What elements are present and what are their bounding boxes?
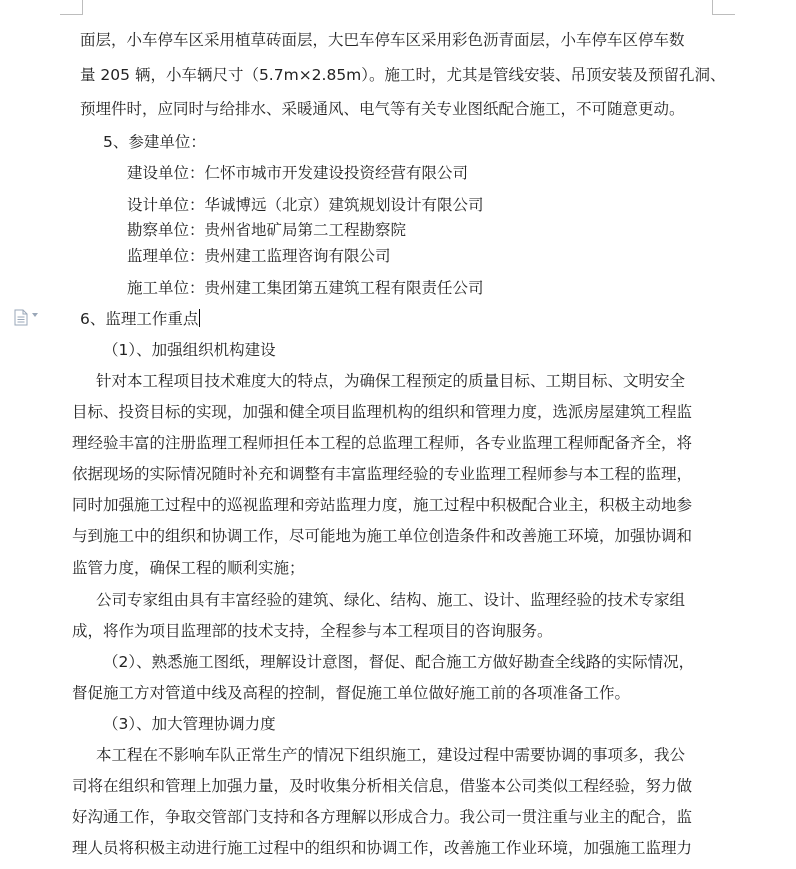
text-line: 量 205 辆，小车辆尺寸（5.7m×2.85m）。施工时，尤其是管线安装、吊顶安装及预留孔洞、 [80,66,726,84]
subsection-3-heading: （3）、加大管理协调力度 [103,715,276,733]
text-line: 面层，小车停车区采用植草砖面层，大巴车停车区采用彩色沥青面层，小车停车区停车数 [80,31,685,49]
text-line: 依据现场的实际情况随时补充和调整有丰富监理经验的专业监理工程师参与本工程的监理， [72,465,693,483]
text-line: 公司专家组由具有丰富经验的建筑、绿化、结构、施工、设计、监理经验的技术专家组 [96,591,686,609]
section-6-heading-text: 6、监理工作重点 [80,310,199,328]
page-corner-mark-right [712,0,735,15]
chevron-down-icon[interactable] [32,313,38,317]
participant-unit-line: 建设单位：仁怀市城市开发建设投资经营有限公司 [127,164,469,182]
text-line: 预埋件时，应同时与给排水、采暖通风、电气等有关专业图纸配合施工，不可随意更动。 [80,100,685,118]
text-line: 同时加强施工过程中的巡视监理和旁站监理力度，施工过程中积极配合业主，积极主动地参 [72,496,693,514]
section-5-heading: 5、参建单位： [103,133,206,151]
text-line: 督促施工方对管道中线及高程的控制，督促施工单位做好施工前的各项准备工作。 [72,684,631,702]
text-line: 好沟通工作，争取交管部门支持和各方理解以形成合力。我公司一贯注重与业主的配合，监 [72,808,693,826]
text-line: 本工程在不影响车队正常生产的情况下组织施工，建设过程中需要协调的事项多，我公 [96,746,686,764]
paragraph-menu-icon[interactable] [14,309,28,326]
text-line: 司将在组织和管理上加强力量，及时收集分析相关信息，借鉴本公司类似工程经验，努力做 [72,777,693,795]
text-line: 理经验丰富的注册监理工程师担任本工程的总监理工程师，各专业监理工程师配备齐全，将 [72,434,693,452]
participant-unit-line: 勘察单位：贵州省地矿局第二工程勘察院 [127,221,407,239]
page-corner-mark-left [60,0,83,15]
text-cursor [199,309,200,327]
section-6-heading [80,307,200,331]
text-line: 与到施工中的组织和协调工作，尽可能地为施工单位创造条件和改善施工环境，加强协调和 [72,527,693,545]
subsection-2-line: （2）、熟悉施工图纸，理解设计意图，督促、配合施工方做好勘查全线路的实际情况， [103,653,695,671]
text-line: 理人员将积极主动进行施工过程中的组织和协调工作，改善施工作业环境，加强施工监理力 [72,839,693,857]
participant-unit-line: 设计单位：华诚博远（北京）建筑规划设计有限公司 [127,196,484,214]
text-line: 针对本工程项目技术难度大的特点，为确保工程预定的质量目标、工期目标、文明安全 [96,372,686,390]
text-line: 目标、投资目标的实现，加强和健全项目监理机构的组织和管理力度，选派房屋建筑工程监 [72,403,693,421]
participant-unit-line: 施工单位：贵州建工集团第五建筑工程有限责任公司 [127,279,484,297]
participant-unit-line: 监理单位：贵州建工监理咨询有限公司 [127,247,391,265]
text-line: 监管力度，确保工程的顺利实施； [72,559,305,577]
text-line: 成，将作为项目监理部的技术支持，全程参与本工程项目的咨询服务。 [72,622,553,640]
subsection-1-heading: （1）、加强组织机构建设 [103,341,276,359]
